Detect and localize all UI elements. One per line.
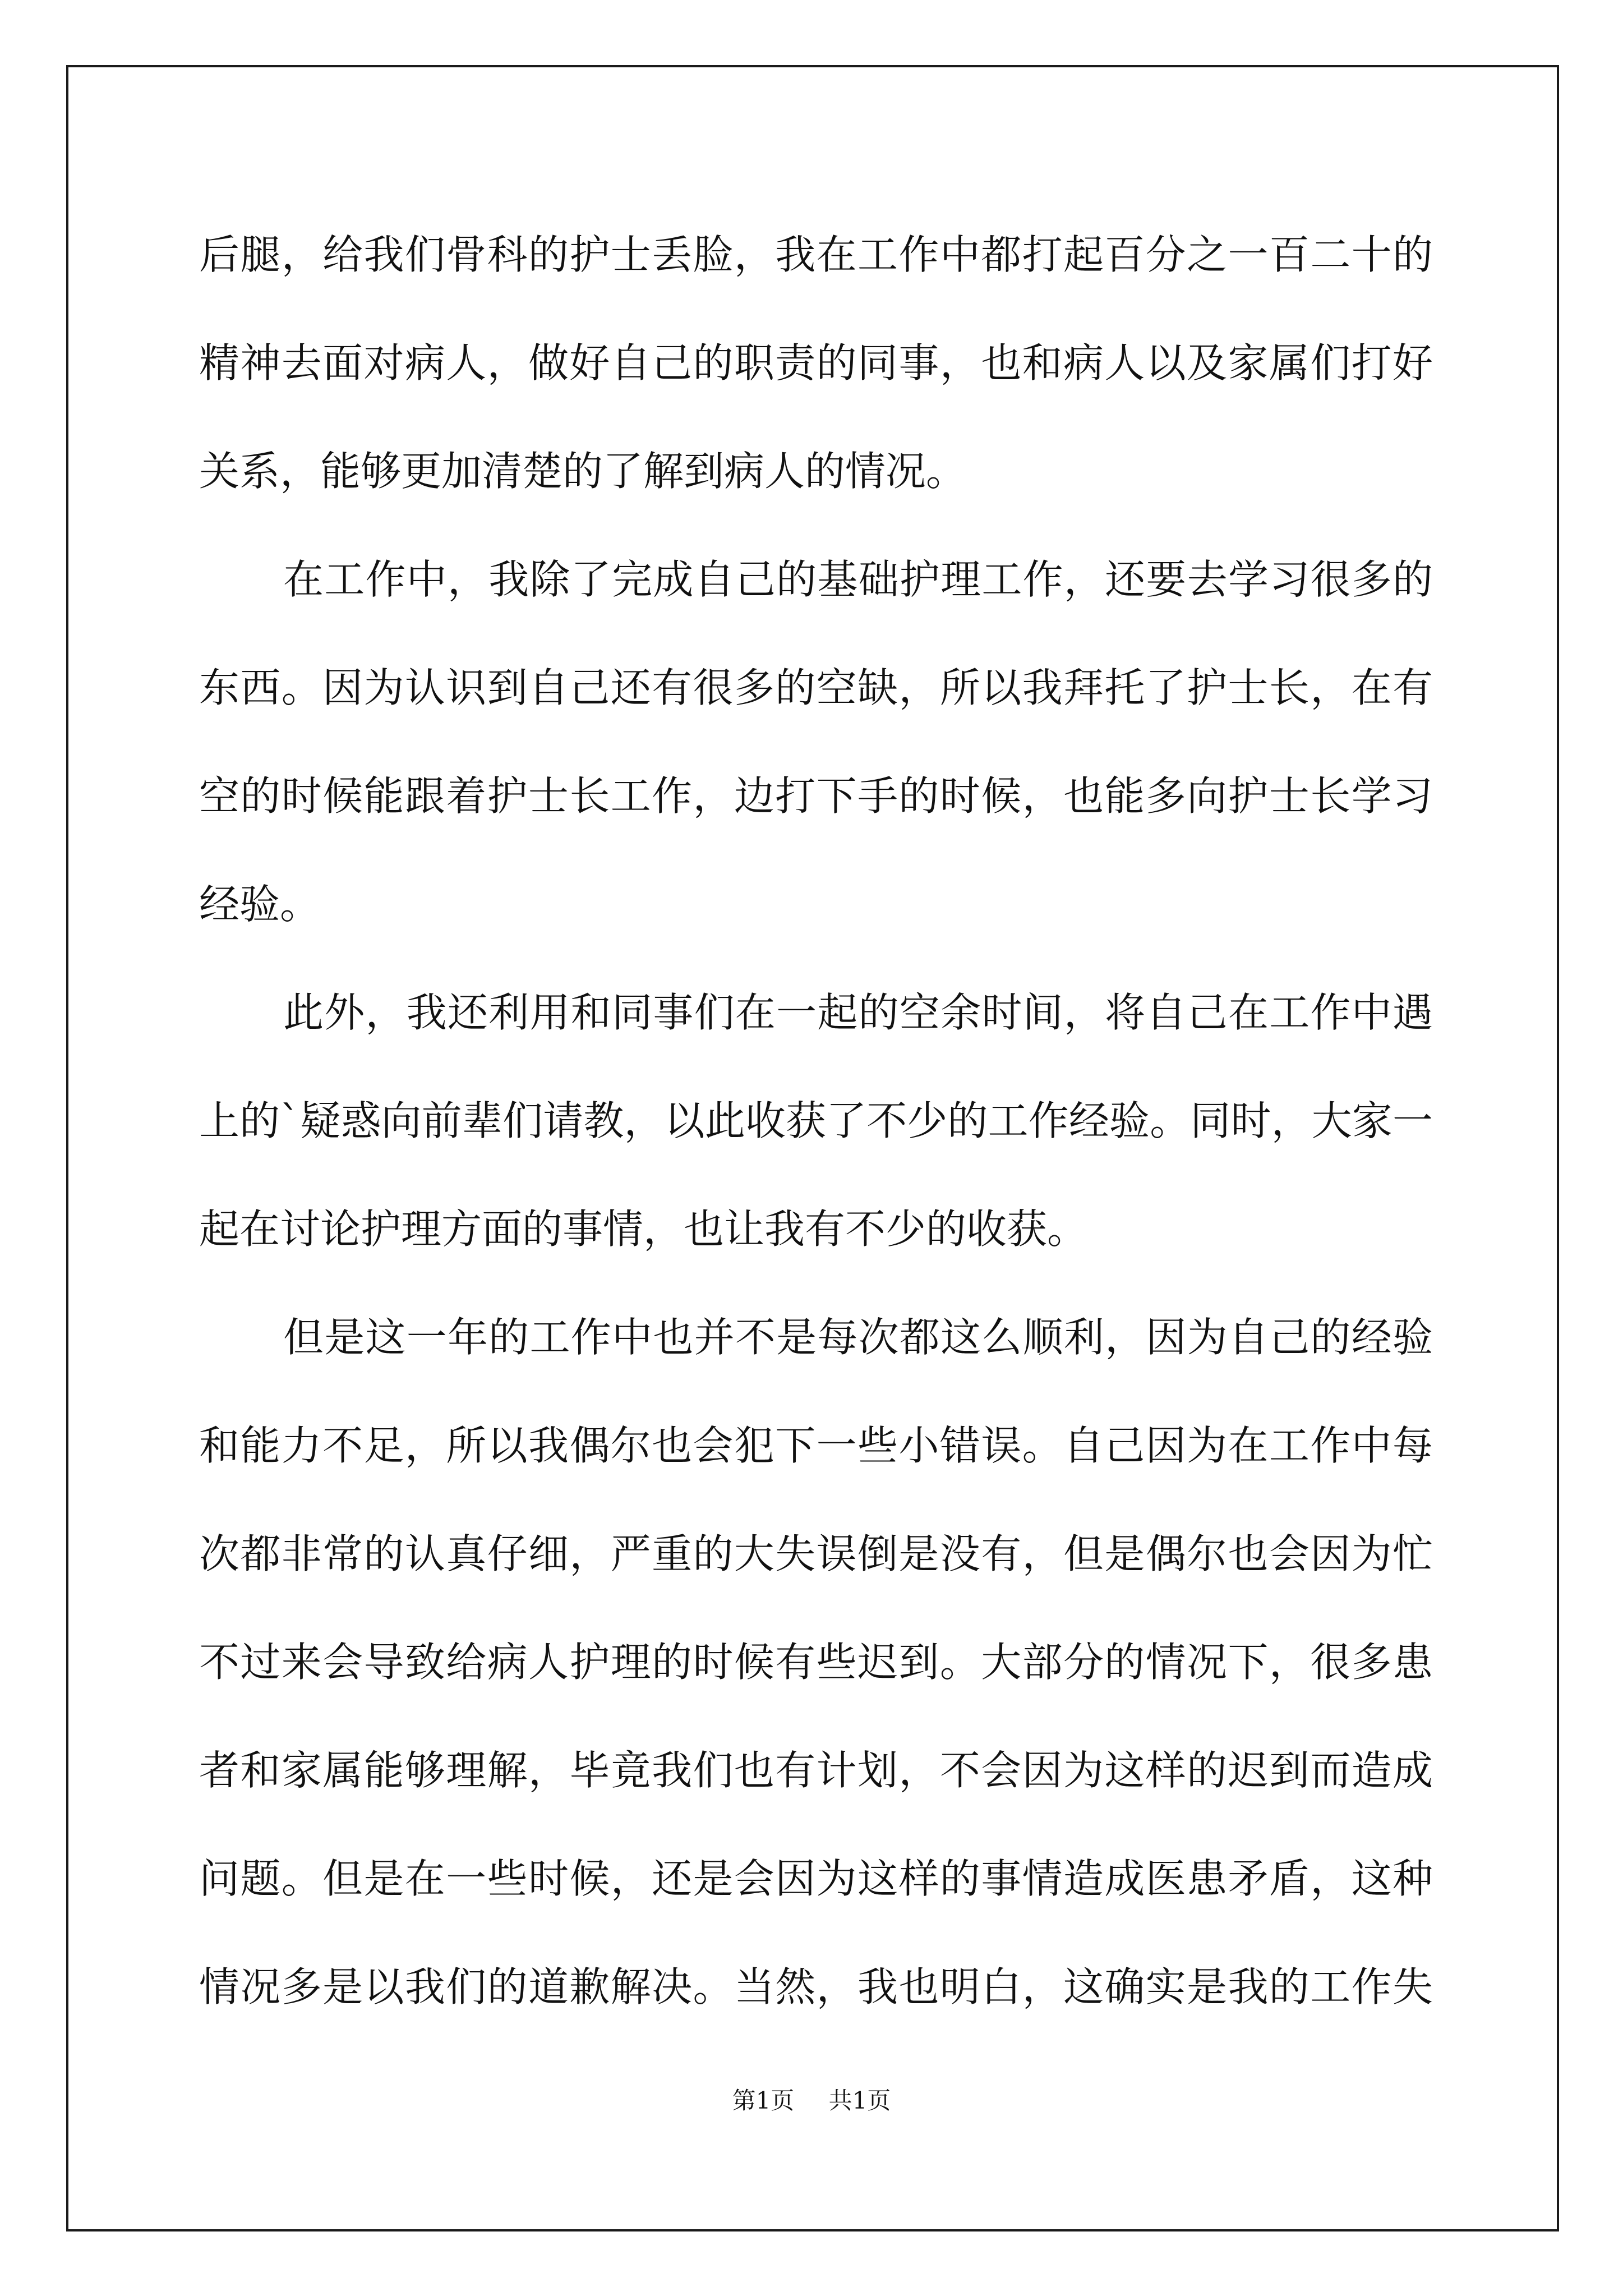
text-line: 此外，我还利用和同事们在一起的空余时间，将自己在工作中遇 <box>283 989 1433 1036</box>
document-body <box>199 201 1433 2041</box>
text-line: 东西。因为认识到自己还有很多的空缺，所以我拜托了护士长，在有 <box>199 664 1433 711</box>
text-line: 精神去面对病人，做好自己的职责的同事，也和病人以及家属们打好 <box>199 339 1433 386</box>
text-line: 在工作中，我除了完成自己的基础护理工作，还要去学习很多的 <box>283 556 1433 603</box>
text-line: 经验。 <box>199 881 321 928</box>
text-line: 问题。但是在一些时候，还是会因为这样的事情造成医患矛盾，这种 <box>199 1855 1433 1902</box>
page-footer <box>0 2082 1623 2116</box>
text-line: 后腿，给我们骨科的护士丢脸，我在工作中都打起百分之一百二十的 <box>199 231 1433 278</box>
text-line: 但是这一年的工作中也并不是每次都这么顺利，因为自己的经验 <box>283 1314 1433 1361</box>
text-line: 不过来会导致给病人护理的时候有些迟到。大部分的情况下，很多患 <box>199 1639 1433 1686</box>
text-line: 者和家属能够理解，毕竟我们也有计划，不会因为这样的迟到而造成 <box>199 1747 1433 1794</box>
text-line: 次都非常的认真仔细，严重的大失误倒是没有，但是偶尔也会因为忙 <box>199 1530 1433 1577</box>
page-number: 第1页 <box>732 2087 795 2114</box>
text-line: 空的时候能跟着护士长工作，边打下手的时候，也能多向护士长学习 <box>199 772 1433 820</box>
text-line: 上的`疑惑向前辈们请教，以此收获了不少的工作经验。同时，大家一 <box>199 1097 1433 1144</box>
page-total: 共1页 <box>828 2087 891 2114</box>
text-line: 和能力不足，所以我偶尔也会犯下一些小错误。自己因为在工作中每 <box>199 1422 1433 1469</box>
text-line: 起在讨论护理方面的事情，也让我有不少的收获。 <box>199 1205 1088 1253</box>
text-line: 关系，能够更加清楚的了解到病人的情况。 <box>199 448 967 495</box>
text-line: 情况多是以我们的道歉解决。当然，我也明白，这确实是我的工作失 <box>199 1963 1433 2010</box>
